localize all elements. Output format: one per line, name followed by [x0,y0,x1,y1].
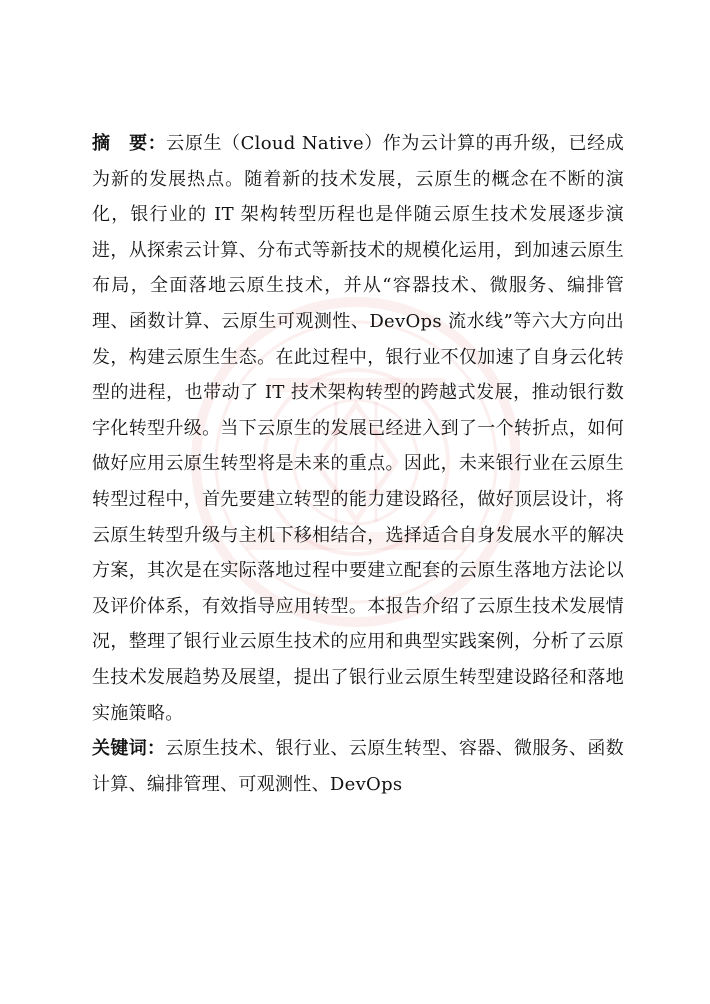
keywords-text: 云原生技术、银行业、云原生转型、容器、微服务、函数计算、编排管理、可观测性、DevOps [92,738,624,795]
keywords-paragraph [92,731,624,802]
keywords-label: 关键词： [92,738,166,760]
abstract-label: 摘 要： [92,133,167,154]
abstract-section [92,126,624,802]
abstract-paragraph [92,126,624,731]
abstract-text: 云原生（Cloud Native）作为云计算的再升级，已经成为新的发展热点。随着新的技术发展，云原生的概念在不断的演化，银行业的 IT 架构转型历程也是伴随云原生技术发展逐步演进，从探索云计算、分布式等新技术的规模化运用，到加速云原生布局，全面落地云原生技术，并从“容器技术、微服务、编排管理、函数计算、云原生可观测性、DevOps 流水线”等六大方向出发，构建云原生生态。在此过程中，银行业不仅加速了自身云化转型的进程，也带动了 IT 技术架构转型的跨越式发展，推动银行数字化转型升级。当下云原生的发展已经进入到了一个转折点，如何做好应用云原生转型将是未来的重点。因此，未来银行业在云原生转型过程中，首先要建立转型的能力建设路径，做好顶层设计，将云原生转型升级与主机下移相结合，选择适合自身发展水平的解决方案，其次是在实际落地过程中要建立配套的云原生落地方法论以及评价体系，有效指导应用转型。本报告介绍了云原生技术发展情况，整理了银行业云原生技术的应用和典型实践案例，分析了云原生技术发展趋势及展望，提出了银行业云原生转型建设路径和落地实施策略。 [92,133,624,724]
